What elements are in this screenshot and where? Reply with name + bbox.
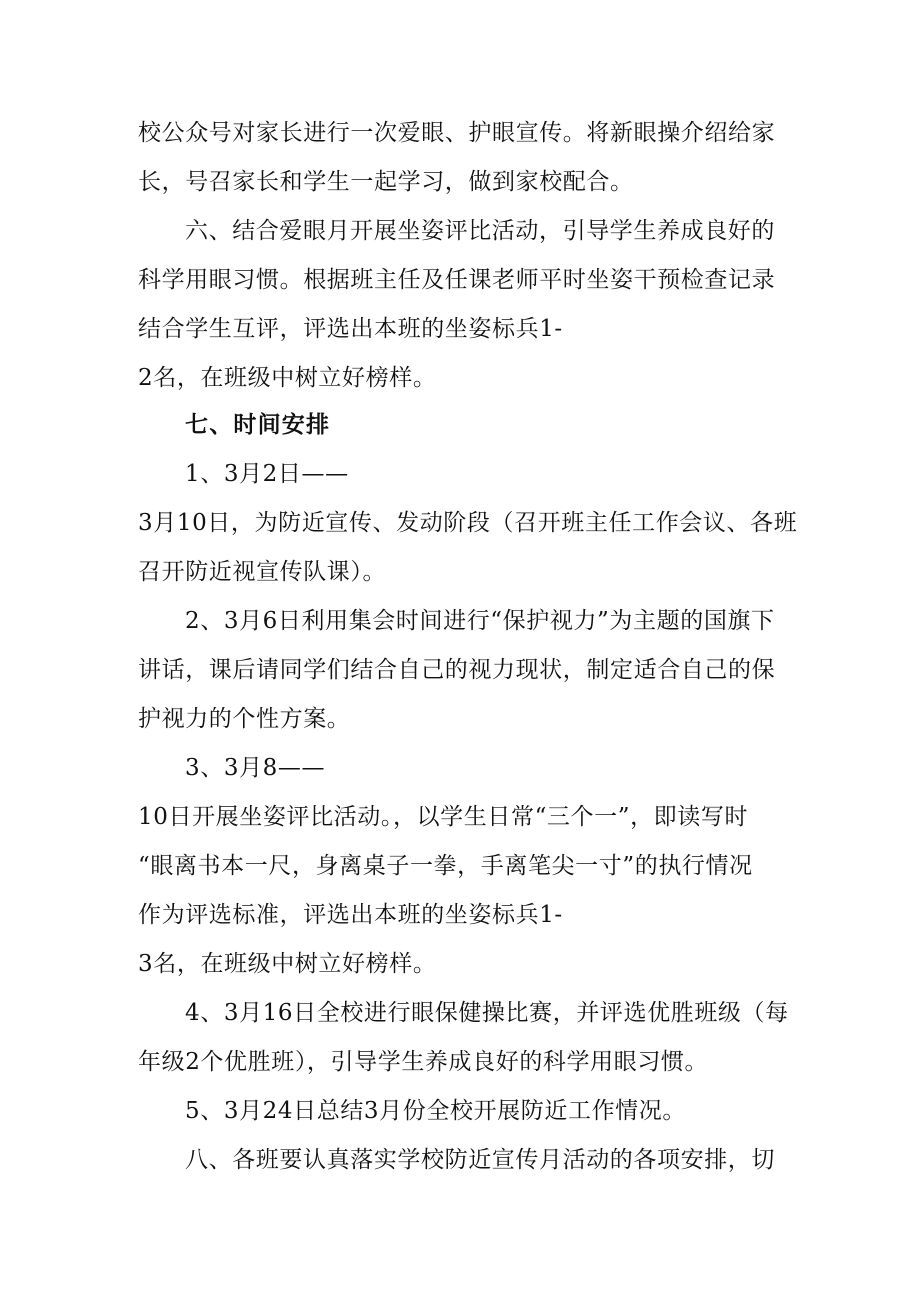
text-line: 3月10日，为防近宣传、发动阶段（召开班主任工作会议、各班: [138, 510, 798, 536]
schedule-item-3: 3、3月8——: [185, 755, 326, 781]
text-line: 作为评选标准，评选出本班的坐姿标兵1-: [138, 902, 563, 928]
text-line: 3名，在班级中树立好榜样。: [138, 951, 437, 977]
text-line: 校公众号对家长进行一次爱眼、护眼宣传。将新眼操介绍给家: [138, 120, 776, 146]
text-line: 年级2个优胜班），引导学生养成良好的科学用眼习惯。: [138, 1049, 709, 1075]
paragraph-six-start: 六、结合爱眼月开展坐姿评比活动，引导学生养成良好的: [185, 218, 775, 244]
schedule-item-5: 5、3月24日总结3月份全校开展防近工作情况。: [185, 1098, 686, 1124]
schedule-item-2: 2、3月6日利用集会时间进行“保护视力”为主题的国旗下: [185, 608, 775, 634]
section-heading-schedule: 七、时间安排: [185, 412, 331, 438]
text-line: 长，号召家长和学生一起学习，做到家校配合。: [138, 169, 634, 195]
text-line: 讲话，课后请同学们结合自己的视力现状，制定适合自己的保: [138, 657, 776, 683]
text-line: 2名，在班级中树立好榜样。: [138, 365, 437, 391]
text-line: 召开防近视宣传队课）。: [138, 559, 387, 585]
text-line: 10日开展坐姿评比活动。，以学生日常“三个一”，即读写时: [138, 804, 749, 830]
text-line: 护视力的个性方案。: [138, 706, 351, 732]
schedule-item-1: 1、3月2日——: [185, 461, 349, 487]
text-line: 科学用眼习惯。根据班主任及任课老师平时坐姿干预检查记录: [138, 267, 776, 293]
paragraph-eight-start: 八、各班要认真落实学校防近宣传月活动的各项安排，切: [185, 1147, 775, 1173]
text-line: “眼离书本一尺，身离桌子一拳，手离笔尖一寸”的执行情况: [138, 853, 753, 879]
text-line: 结合学生互评，评选出本班的坐姿标兵1-: [138, 316, 563, 342]
schedule-item-4: 4、3月16日全校进行眼保健操比赛，并评选优胜班级（每: [185, 1000, 789, 1026]
